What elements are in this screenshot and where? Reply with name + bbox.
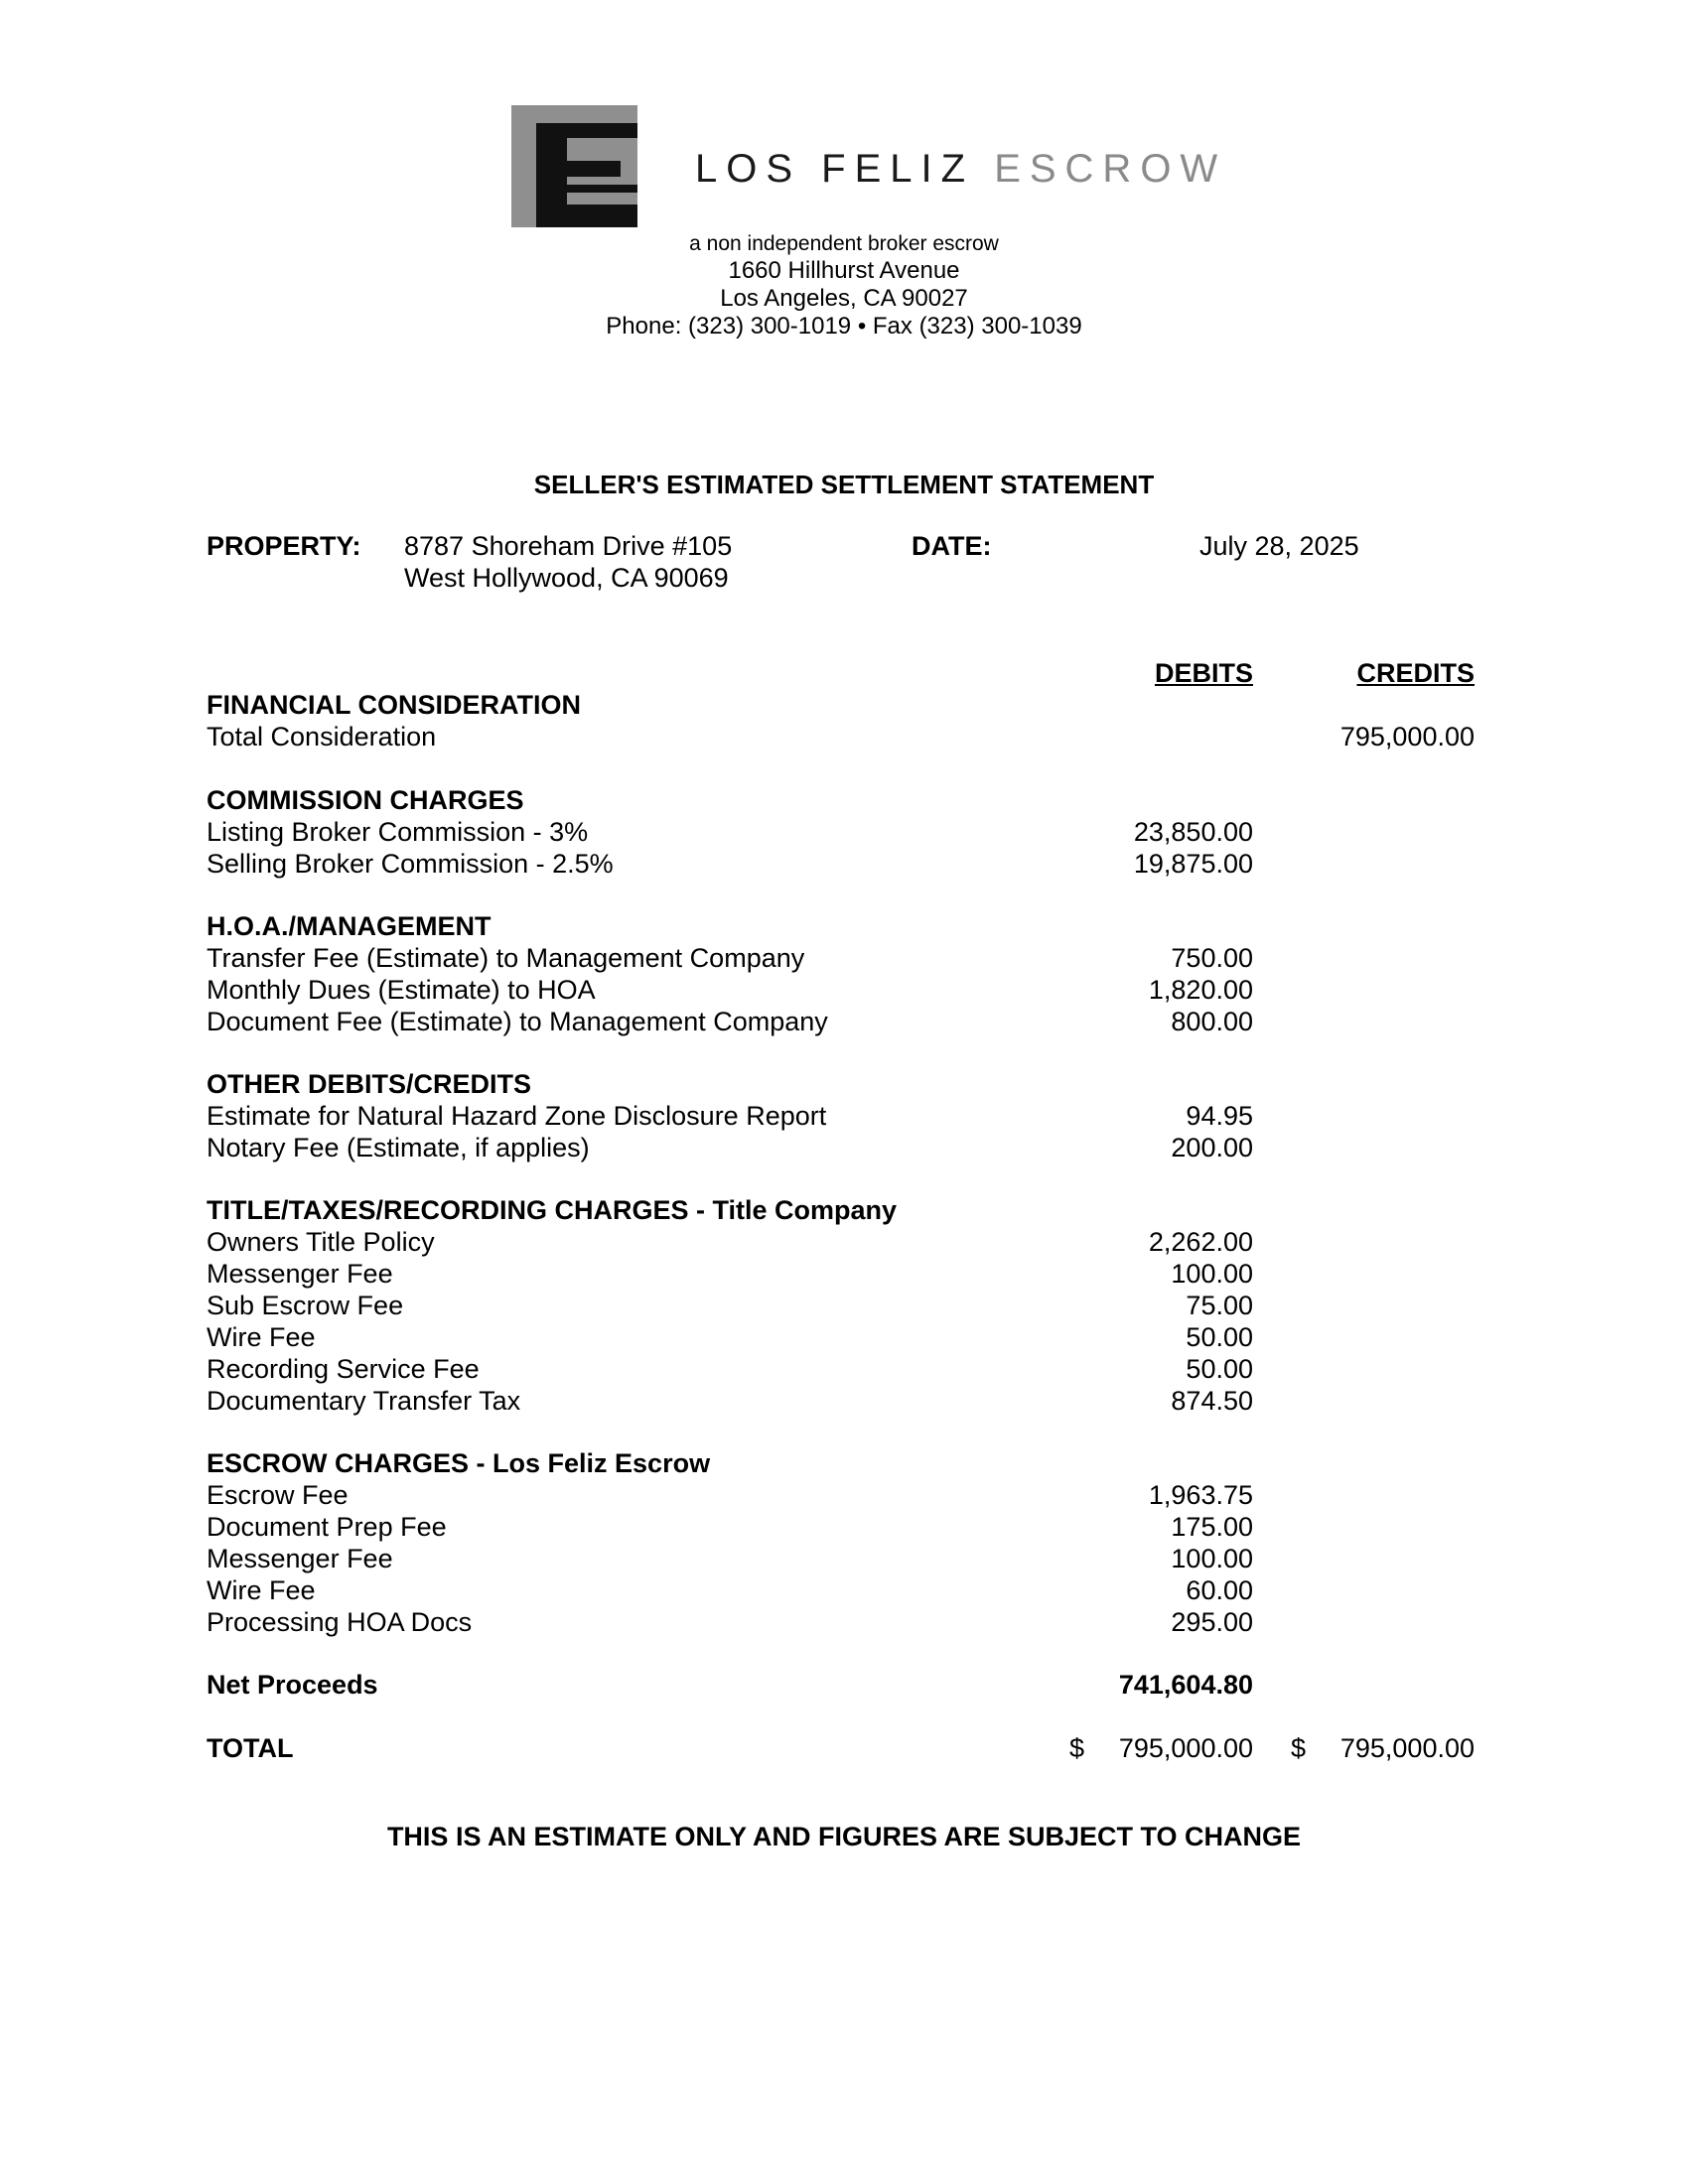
- line-item-label: Documentary Transfer Tax: [207, 1386, 521, 1416]
- line-item-label: Transfer Fee (Estimate) to Management Company: [207, 943, 805, 973]
- date-value: July 28, 2025: [1199, 531, 1359, 561]
- line-item-debit: 19,875.00: [1133, 849, 1253, 879]
- section-title-commission-charges: COMMISSION CHARGES: [207, 785, 524, 815]
- line-item-debit: 295.00: [1171, 1607, 1253, 1637]
- total-label: TOTAL: [207, 1733, 294, 1763]
- date-label: DATE:: [912, 531, 992, 561]
- line-item-debit: 1,820.00: [1148, 975, 1253, 1005]
- document-title: SELLER'S ESTIMATED SETTLEMENT STATEMENT: [533, 470, 1155, 499]
- section-title-financial-consideration: FINANCIAL CONSIDERATION: [207, 690, 581, 720]
- debits-column-header: DEBITS: [1154, 658, 1253, 688]
- total-credit: 795,000.00: [1339, 1733, 1475, 1763]
- line-item-debit: 800.00: [1171, 1007, 1253, 1036]
- line-item-label: Escrow Fee: [207, 1480, 349, 1510]
- section-title-hoa-management: H.O.A./MANAGEMENT: [207, 911, 492, 941]
- line-item-debit: 750.00: [1171, 943, 1253, 973]
- line-item-debit: 100.00: [1171, 1259, 1253, 1289]
- company-tagline: a non independent broker escrow: [689, 232, 999, 255]
- property-address-line1: 8787 Shoreham Drive #105: [404, 531, 733, 561]
- line-item-label: Notary Fee (Estimate, if applies): [207, 1133, 590, 1162]
- company-city: Los Angeles, CA 90027: [720, 285, 968, 312]
- estimate-disclaimer: THIS IS AN ESTIMATE ONLY AND FIGURES ARE SUBJECT TO CHANGE: [386, 1822, 1302, 1851]
- total-debit: 795,000.00: [1118, 1733, 1253, 1763]
- line-item-label: Selling Broker Commission - 2.5%: [207, 849, 614, 879]
- company-logo-icon: [511, 105, 637, 227]
- line-item-label: Recording Service Fee: [207, 1354, 480, 1384]
- line-item-label: Messenger Fee: [207, 1259, 393, 1289]
- line-item-label: Document Fee (Estimate) to Management Company: [207, 1007, 828, 1036]
- line-item-label: Wire Fee: [207, 1575, 316, 1605]
- company-name-secondary: ESCROW: [994, 147, 1227, 191]
- line-item-label: Sub Escrow Fee: [207, 1291, 404, 1320]
- company-street: 1660 Hillhurst Avenue: [728, 257, 960, 284]
- line-item-debit: 50.00: [1186, 1354, 1253, 1384]
- credits-column-header: CREDITS: [1356, 658, 1475, 688]
- line-item-debit: 200.00: [1171, 1133, 1253, 1162]
- line-item-debit: 1,963.75: [1148, 1480, 1253, 1510]
- line-item-label: Estimate for Natural Hazard Zone Disclosure Report: [207, 1101, 827, 1131]
- section-title-escrow-charges: ESCROW CHARGES - Los Feliz Escrow: [207, 1448, 711, 1478]
- section-title-title-taxes-recording: TITLE/TAXES/RECORDING CHARGES - Title Company: [207, 1195, 898, 1225]
- company-name: [695, 145, 1226, 193]
- line-item-label: Monthly Dues (Estimate) to HOA: [207, 975, 596, 1005]
- line-item-debit: 94.95: [1186, 1101, 1253, 1131]
- net-proceeds-label: Net Proceeds: [207, 1670, 378, 1700]
- company-name-primary: LOS FELIZ: [695, 147, 975, 191]
- line-item-debit: 100.00: [1171, 1544, 1253, 1573]
- line-item-label: Wire Fee: [207, 1322, 316, 1352]
- line-item-label: Processing HOA Docs: [207, 1607, 473, 1637]
- line-item-debit: 874.50: [1171, 1386, 1253, 1416]
- line-item-debit: 175.00: [1171, 1512, 1253, 1542]
- section-title-other-debits-credits: OTHER DEBITS/CREDITS: [207, 1069, 532, 1099]
- property-address-line2: West Hollywood, CA 90069: [404, 563, 729, 593]
- line-item-label: Messenger Fee: [207, 1544, 393, 1573]
- total-debit-currency: $: [1069, 1733, 1085, 1763]
- line-item-label: Listing Broker Commission - 3%: [207, 817, 589, 847]
- line-item-label: Total Consideration: [207, 722, 437, 751]
- line-item-debit: 75.00: [1186, 1291, 1253, 1320]
- line-item-credit: 795,000.00: [1339, 722, 1475, 751]
- net-proceeds-debit: 741,604.80: [1118, 1670, 1253, 1700]
- line-item-label: Document Prep Fee: [207, 1512, 447, 1542]
- line-item-debit: 2,262.00: [1148, 1227, 1253, 1257]
- company-phone-fax: Phone: (323) 300-1019 • Fax (323) 300-1039: [606, 313, 1082, 340]
- property-label: PROPERTY:: [207, 531, 361, 561]
- total-credit-currency: $: [1291, 1733, 1307, 1763]
- line-item-debit: 60.00: [1186, 1575, 1253, 1605]
- line-item-label: Owners Title Policy: [207, 1227, 435, 1257]
- line-item-debit: 23,850.00: [1133, 817, 1253, 847]
- line-item-debit: 50.00: [1186, 1322, 1253, 1352]
